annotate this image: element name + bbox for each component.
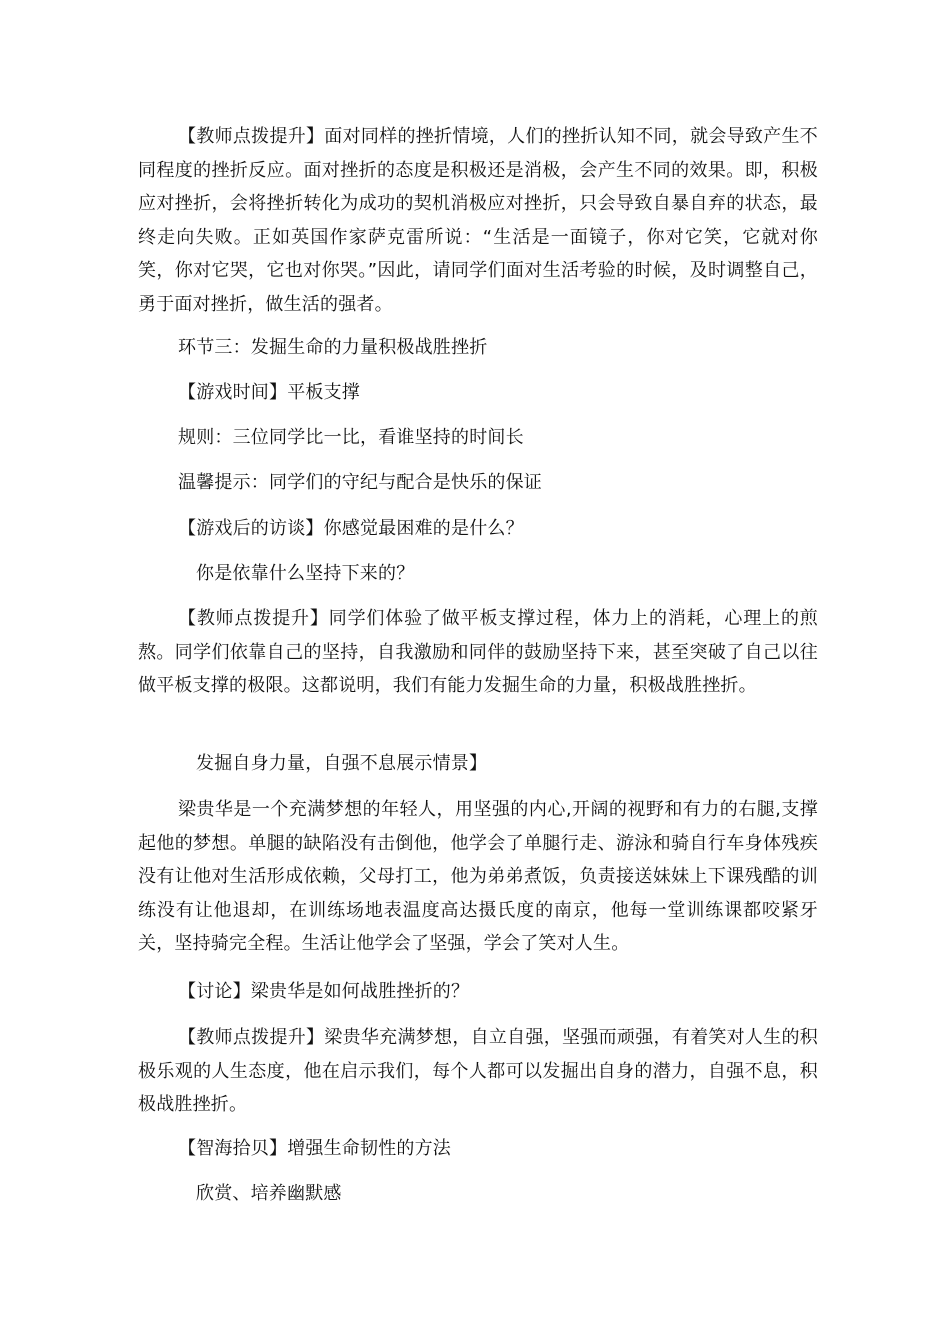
liang-guihua-story-paragraph: 梁贵华是一个充满梦想的年轻人，用坚强的内心,开阔的视野和有力的右腿,支撑起他的梦想。单腿的缺陷没有击倒他，他学会了单腿行走、游泳和骑自行车身体残疾没有让他对生活形成依赖，父母打工，他为弟弟煮饭，负责接送妹妹上下课残酷的训练没有让他退却，在训练场地表温度高达摄氏度的南京，他每一堂训练课都咬紧牙关，坚持骑完全程。生活让他学会了坚强，学会了笑对人生。 (138, 799, 818, 954)
game-time-line: 【游戏时间】平板支撑 (178, 382, 360, 403)
rules-line: 规则：三位同学比一比，看谁坚持的时间长 (178, 427, 524, 448)
discussion-line: 【讨论】梁贵华是如何战胜挫折的？ (178, 981, 470, 1002)
teacher-guidance-paragraph-1: 【教师点拨提升】面对同样的挫折情境，人们的挫折认知不同，就会导致产生不同程度的挫折反应。面对挫折的态度是积极还是消极，会产生不同的效果。即，积极应对挫折，会将挫折转化为成功的契机消极应对挫折，只会导致自暴自弃的状态，最终走向失败。正如英国作家萨克雷所说：“生活是一面镜子，你对它笑，它就对你笑，你对它哭，它也对你哭。”因此，请同学们面对生活考验的时候，及时调整自己，勇于面对挫折，做生活的强者。 (138, 126, 818, 315)
wisdom-heading: 【智海拾贝】增强生命韧性的方法 (178, 1138, 451, 1159)
teacher-guidance-paragraph-2: 【教师点拨提升】同学们体验了做平板支撑过程，体力上的消耗，心理上的煎熬。同学们依靠自己的坚持，自我激励和同伴的鼓励坚持下来，甚至突破了自己以往做平板支撑的极限。这都说明，我们有能力发掘生命的力量，积极战胜挫折。 (138, 608, 818, 696)
section-three-heading: 环节三：发掘生命的力量积极战胜挫折 (178, 337, 488, 358)
tips-line: 温馨提示：同学们的守纪与配合是快乐的保证 (178, 472, 542, 493)
post-game-interview-line: 【游戏后的访谈】你感觉最困难的是什么？ (178, 518, 524, 539)
scenario-heading: 发掘自身力量，自强不息展示情景】 (196, 753, 488, 774)
interview-question-line: 你是依靠什么坚持下来的？ (196, 563, 415, 584)
method-line: 欣赏、培养幽默感 (196, 1183, 342, 1204)
teacher-guidance-paragraph-3: 【教师点拨提升】梁贵华充满梦想，自立自强，坚强而顽强，有着笑对人生的积极乐观的人生态度，他在启示我们，每个人都可以发掘出自身的潜力，自强不息，积极战胜挫折。 (138, 1027, 818, 1115)
